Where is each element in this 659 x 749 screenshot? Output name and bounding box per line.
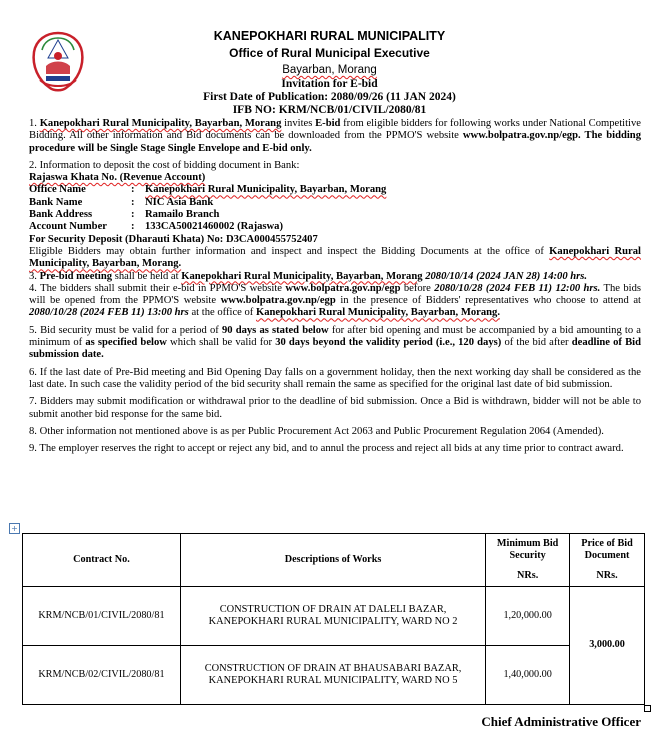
office-name-row: Office Name : Kanepokhari Rural Municipality, Bayarban, Morang <box>29 184 387 196</box>
table-resize-handle[interactable] <box>644 705 651 712</box>
contract-no-cell: KRM/NCB/01/CIVIL/2080/81 <box>23 587 181 646</box>
header-price-of-bid-document: Price of Bid Document NRs. <box>570 534 645 587</box>
table-row <box>23 587 645 646</box>
publication-date: First Date of Publication: 2080/09/26 (11 JAN 2024) <box>203 91 456 103</box>
paragraph-8: 8. Other information not mentioned above is as per Public Procurement Act 2063 and Public Procurement Regulation 2064 (Amended). <box>29 425 604 437</box>
paragraph-6: 6. If the last date of Pre-Bid meeting and Bid Opening Day falls on a government holiday, then the next working day shall be considered as the last date. In such case the validity period of the bid security shall remain the same as specified for the original last date of bid submission. <box>29 366 641 390</box>
paragraph-3: 3. Pre-bid meeting shall be held at Kanepokhari Rural Municipality, Bayarban, Morang 2080/10/14 (2024 JAN 28) 14:00 hrs. <box>29 270 588 282</box>
bank-address-row: Bank Address : Ramailo Branch <box>29 209 220 221</box>
paragraph-1: 1. Kanepokhari Rural Municipality, Bayarban, Morang invites E-bid from eligible bidders for following works under National Competitive Bidding. All other information and Bid documents can be downloaded from the PPMO'S website www.bolpatra.gov.np/egp. The bidding procedure will be Single Stage Single Envelope and E-bid only. <box>29 118 641 154</box>
paragraph-4: 4. The bidders shall submit their e-bid in PPMO'S website www.bolpatra.gov.np/egp before 2080/10/28 (2024 FEB 11) 12:00 hrs. The bids will be opened from the PPMO'S website www.bolpatra.gov.np/egp in the presence of Bidders' representatives who choose to attend at 2080/10/28 (2024 FEB 11) 13:00 hrs at the office of Kanepokhari Rural Municipality, Bayarban, Morang. <box>29 282 641 319</box>
bid-document-price-cell: 3,000.00 <box>570 587 645 705</box>
invitation-title: Invitation for E-bid <box>281 78 378 90</box>
works-table <box>22 533 645 705</box>
description-cell: CONSTRUCTION OF DRAIN AT DALELI BAZAR, KANEPOKHARI RURAL MUNICIPALITY, WARD NO 2 <box>180 587 485 646</box>
revenue-account-label: Rajaswa Khata No. (Revenue Account) <box>29 172 206 184</box>
signature-title: Chief Administrative Officer <box>481 714 641 729</box>
bank-name-row: Bank Name : NIC Asia Bank <box>29 196 214 208</box>
paragraph-7: 7. Bidders may submit modification or withdrawal prior to the deadline of bid submission. Once a Bid is withdrawn, bidder will not be able to submit another bid response for the same bid. <box>29 396 641 420</box>
security-deposit-account: For Security Deposit (Dharauti Khata) No: D3CA000455752407 <box>29 233 318 245</box>
bid-security-cell: 1,20,000.00 <box>486 587 570 646</box>
bid-security-cell: 1,40,000.00 <box>486 646 570 705</box>
municipality-title: KANEPOKHARI RURAL MUNICIPALITY <box>213 29 446 43</box>
eligible-bidders-text: Eligible Bidders may obtain further information and inspect and inspect the Bidding Documents at the office of Kanepokhari Rural Municipality, Bayarban, Morang. <box>29 245 641 270</box>
location-title: Bayarban, Morang <box>282 64 377 76</box>
paragraph-5: 5. Bid security must be valid for a period of 90 days as stated below for after bid opening and must be accompanied by a bid amounting to a minimum of as specified below which shall be valid for 30 days beyond the validity period (i.e., 120 days) of the bid after deadline of Bid submission date. <box>29 324 641 361</box>
header-contract-no: Contract No. <box>23 534 181 587</box>
office-title: Office of Rural Municipal Executive <box>229 46 430 60</box>
contract-no-cell: KRM/NCB/02/CIVIL/2080/81 <box>23 646 181 705</box>
paragraph-9: 9. The employer reserves the right to accept or reject any bid, and to annul the process and reject all bids at any time prior to contract award. <box>29 443 624 455</box>
notice-body <box>29 118 641 455</box>
description-cell: CONSTRUCTION OF DRAIN AT BHAUSABARI BAZAR, KANEPOKHARI RURAL MUNICIPALITY, WARD NO 5 <box>180 646 485 705</box>
ifb-number: IFB NO: KRM/NCB/01/CIVIL/2080/81 <box>232 104 427 116</box>
header-min-bid-security: Minimum Bid Security NRs. <box>486 534 570 587</box>
table-move-handle-icon[interactable]: + <box>9 523 20 534</box>
paragraph-2-intro: 2. Information to deposit the cost of bidding document in Bank: <box>29 159 300 171</box>
table-row <box>23 646 645 705</box>
account-number-row: Account Number : 133CA50021460002 (Rajaswa) <box>29 221 284 233</box>
header-description: Descriptions of Works <box>180 534 485 587</box>
table-header-row <box>23 534 645 587</box>
